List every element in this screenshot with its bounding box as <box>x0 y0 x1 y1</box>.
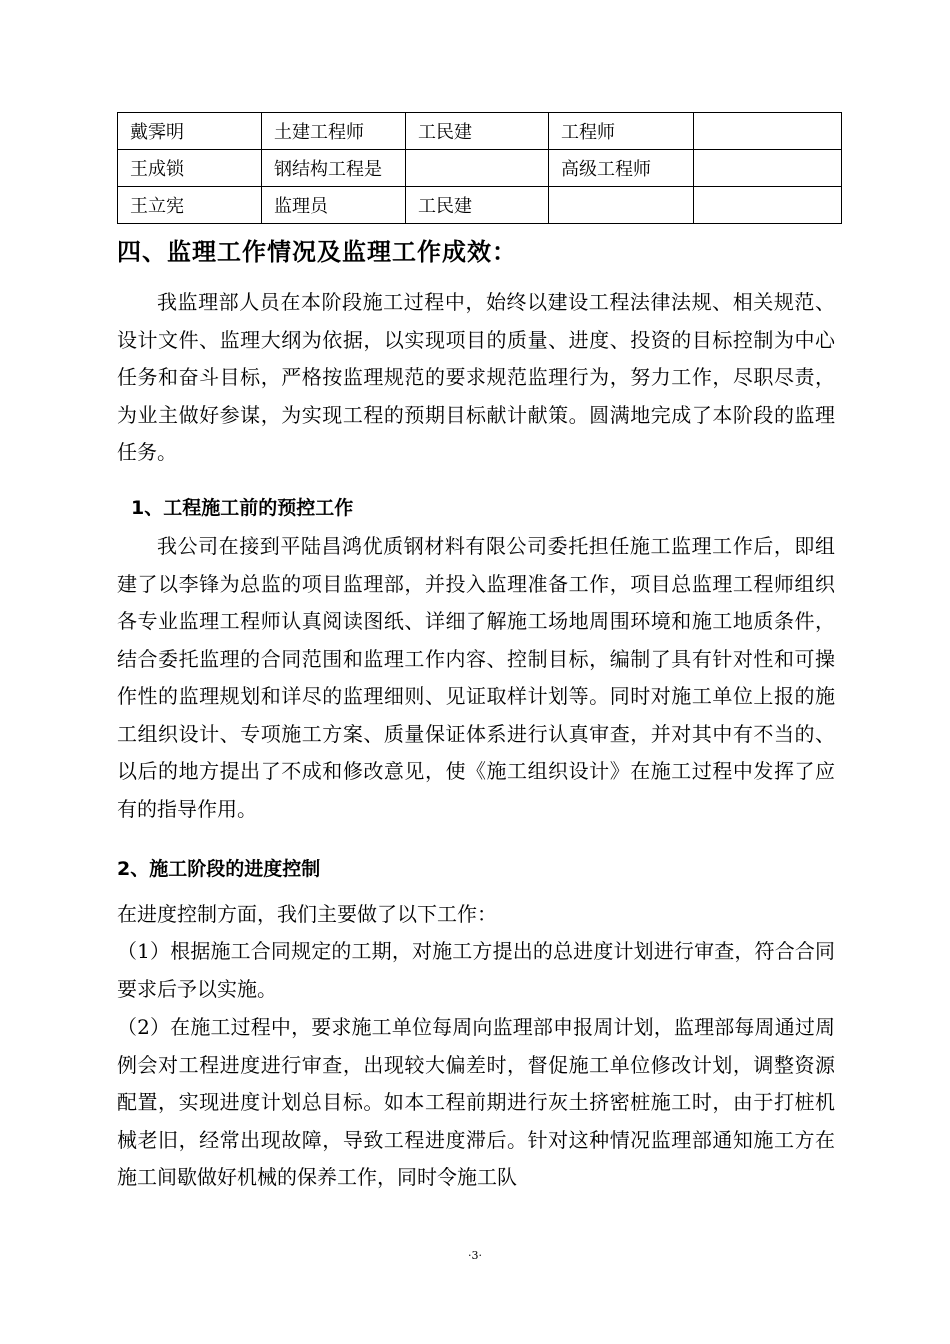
table-cell-role: 土建工程师 <box>262 113 406 150</box>
table-cell-extra <box>694 113 842 150</box>
page-number: ·3· <box>468 1249 482 1262</box>
table-cell-title: 高级工程师 <box>549 150 694 187</box>
table-cell-extra <box>694 187 842 224</box>
progress-item-2: （2）在施工过程中，要求施工单位每周向监理部申报周计划，监理部每周通过周例会对工程进度进行审查，出现较大偏差时，督促施工单位修改计划，调整资源配置，实现进度计划总目标。如本工程前期进行灰土挤密桩施工时，由于打桩机械老旧，经常出现故障，导致工程进度滞后。针对这种情况监理部通知施工方在施工间歇做好机械的保养工作，同时令施工队 <box>117 1015 835 1189</box>
table-cell-major <box>406 150 549 187</box>
table-cell-role: 监理员 <box>262 187 406 224</box>
table-cell-extra <box>694 150 842 187</box>
staff-table <box>117 112 842 224</box>
preconstruction-paragraph: 我公司在接到平陆昌鸿优质钢材料有限公司委托担任施工监理工作后，即组建了以李锋为总监的项目监理部，并投入监理准备工作，项目总监理工程师组织各专业监理工程师认真阅读图纸、详细了解施工场地周围环境和施工地质条件，结合委托监理的合同范围和监理工作内容、控制目标，编制了具有针对性和可操作性的监理规划和详尽的监理细则、见证取样计划等。同时对施工单位上报的施工组织设计、专项施工方案、质量保证体系进行认真审查，并对其中有不当的、以后的地方提出了不成和修改意见，使《施工组织设计》在施工过程中发挥了应有的指导作用。 <box>117 534 835 821</box>
progress-lead-paragraph: 在进度控制方面，我们主要做了以下工作： <box>117 902 497 926</box>
table-cell-name: 王立宪 <box>118 187 262 224</box>
table-cell-major: 工民建 <box>406 187 549 224</box>
table-row <box>118 150 842 187</box>
progress-item-1: （1）根据施工合同规定的工期，对施工方提出的总进度计划进行审查，符合合同要求后予以实施。 <box>117 939 835 1001</box>
intro-paragraph: 我监理部人员在本阶段施工过程中，始终以建设工程法律法规、相关规范、设计文件、监理大纲为依据，以实现项目的质量、进度、投资的目标控制为中心任务和奋斗目标，严格按监理规范的要求规范监理行为，努力工作，尽职尽责，为业主做好参谋，为实现工程的预期目标献计献策。圆满地完成了本阶段的监理任务。 <box>117 290 835 464</box>
table-cell-major: 工民建 <box>406 113 549 150</box>
table-cell-name: 王成锁 <box>118 150 262 187</box>
table-cell-role: 钢结构工程是 <box>262 150 406 187</box>
section-title: 四、监理工作情况及监理工作成效： <box>117 238 517 266</box>
table-cell-title <box>549 187 694 224</box>
table-row <box>118 113 842 150</box>
table-row <box>118 187 842 224</box>
table-cell-title: 工程师 <box>549 113 694 150</box>
subsection-heading-2: 2、施工阶段的进度控制 <box>117 858 321 880</box>
table-cell-name: 戴霁明 <box>118 113 262 150</box>
subsection-heading-1: 1、工程施工前的预控工作 <box>131 497 354 519</box>
